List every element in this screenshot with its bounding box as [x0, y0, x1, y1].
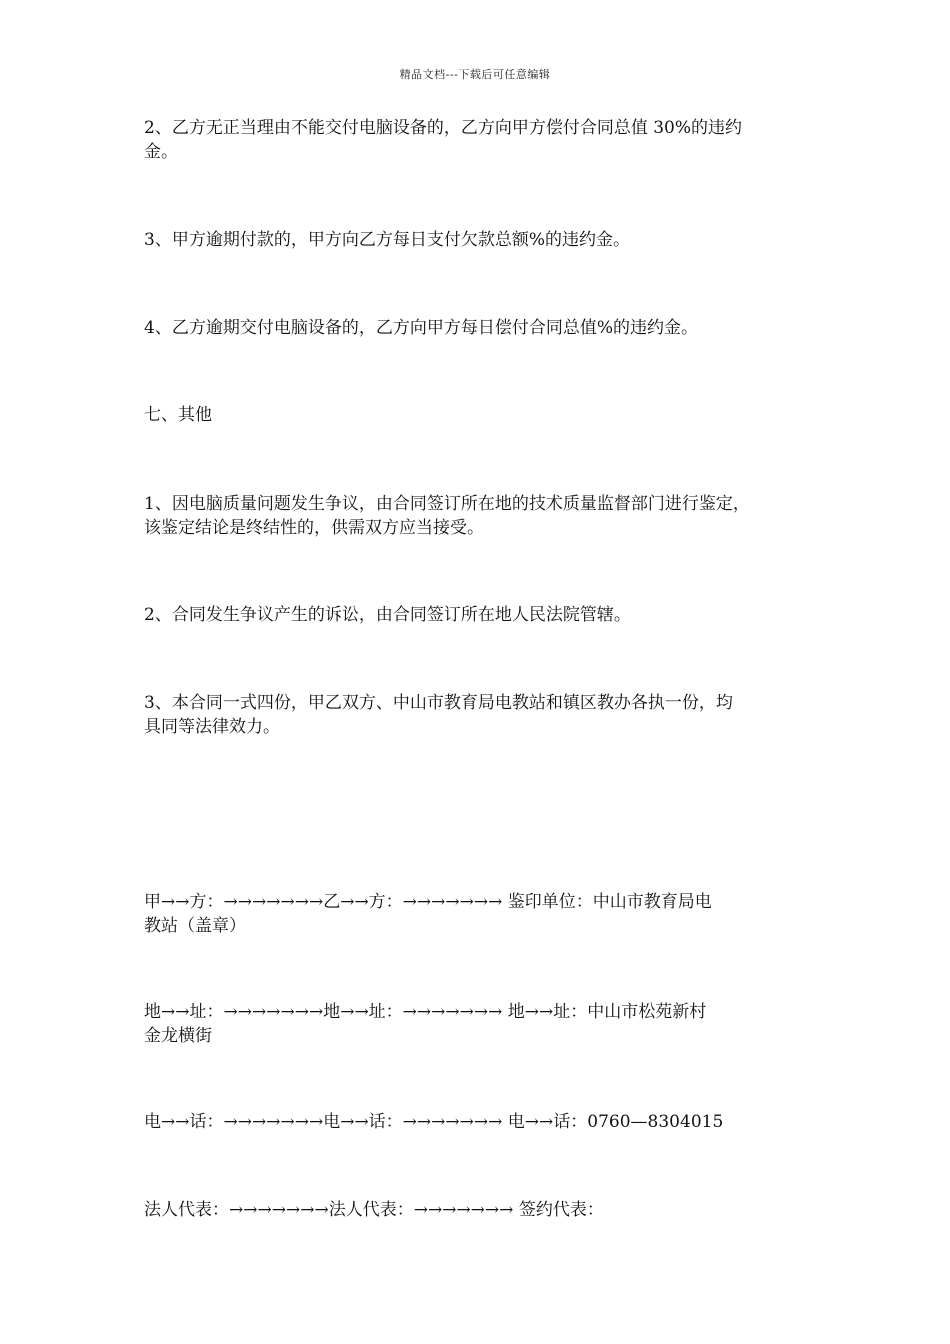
clause-6-3-text: 3、甲方逾期付款的，甲方向乙方每日支付欠款总额%的违约金。: [144, 230, 630, 250]
clause-7-3-line1: 3、本合同一式四份，甲乙双方、中山市教育局电教站和镇区教办各执一份，均: [144, 693, 733, 713]
clause-7-3: [144, 691, 808, 739]
clause-6-2: [144, 116, 808, 164]
clause-6-4-text: 4、乙方逾期交付电脑设备的，乙方向甲方每日偿付合同总值%的违约金。: [144, 318, 698, 338]
signature-party-line1: 甲→→方：→→→→→→→乙→→方：→→→→→→→ 鉴印单位：中山市教育局电: [144, 892, 712, 912]
signature-representative-line: [144, 1198, 808, 1222]
signature-address-line2: 金龙横街: [144, 1026, 212, 1046]
signature-phone-text: 电→→话：→→→→→→→电→→话：→→→→→→→ 电→→话：0760—8304015: [144, 1112, 724, 1132]
section-7-heading: [144, 403, 808, 427]
signature-representative-text: 法人代表：→→→→→→→法人代表：→→→→→→→ 签约代表：: [144, 1200, 604, 1220]
clause-7-1-line1: 1、因电脑质量问题发生争议，由合同签订所在地的技术质量监督部门进行鉴定，: [144, 494, 750, 514]
clause-6-2-line1: 2、乙方无正当理由不能交付电脑设备的，乙方向甲方偿付合同总值 30%的违约: [144, 118, 743, 138]
clause-7-2: [144, 603, 808, 627]
page-header: 精品文档---下载后可任意编辑: [399, 68, 551, 81]
clause-7-2-text: 2、合同发生争议产生的诉讼，由合同签订所在地人民法院管辖。: [144, 605, 631, 625]
clause-7-1-line2: 该鉴定结论是终结性的，供需双方应当接受。: [144, 518, 484, 538]
signature-address-line1: 地→→址：→→→→→→→地→→址：→→→→→→→ 地→→址：中山市松苑新村: [144, 1002, 707, 1022]
signature-party-line: [144, 890, 808, 938]
clause-6-2-line2: 金。: [144, 142, 178, 162]
clause-6-3: [144, 228, 808, 252]
signature-phone-line: [144, 1110, 808, 1134]
signature-party-line2: 教站（盖章）: [144, 916, 246, 936]
clause-6-4: [144, 316, 808, 340]
signature-address-line: [144, 1000, 808, 1048]
clause-7-1: [144, 492, 808, 540]
clause-7-3-line2: 具同等法律效力。: [144, 717, 280, 737]
section-7-title: 七、其他: [144, 405, 212, 425]
